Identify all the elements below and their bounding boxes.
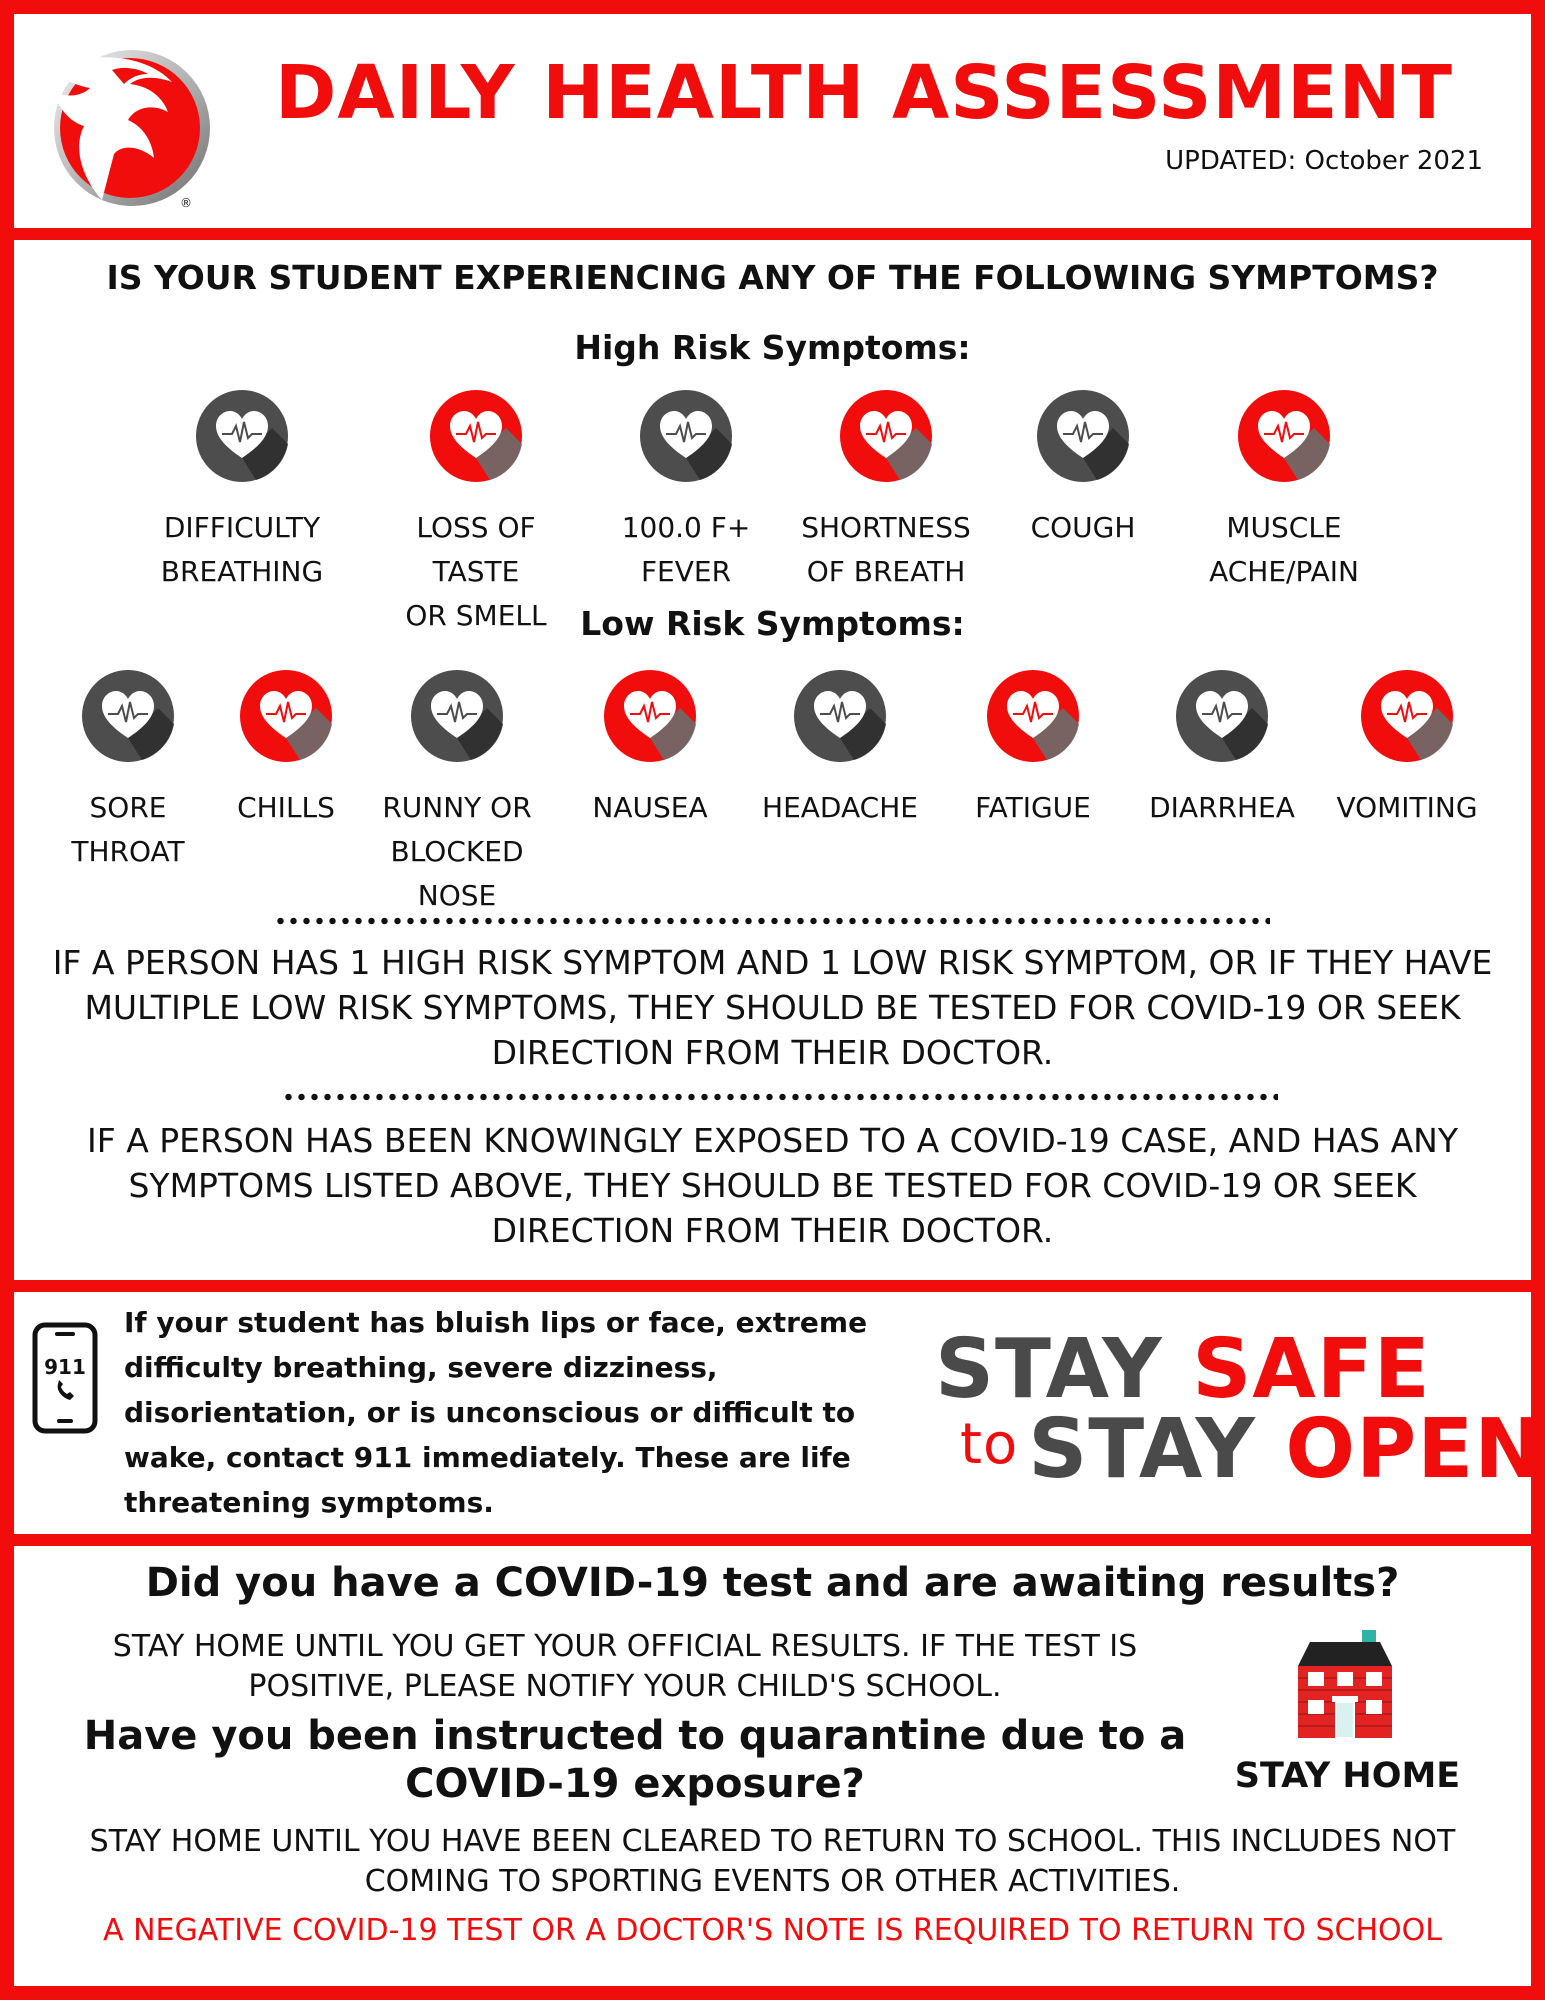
heart-pulse-icon (352, 668, 562, 764)
symptom-label: SHORTNESS OF BREATH (801, 511, 971, 588)
awaiting-results-answer: STAY HOME UNTIL YOU GET YOUR OFFICIAL RESULTS. IF THE TEST IS POSITIVE, PLEASE NOTIFY YOUR CHILD'S SCHOOL. (112, 1629, 1138, 1704)
phone-911-icon (32, 1322, 98, 1434)
symptom-label: DIFFICULTY BREATHING (160, 511, 324, 588)
heart-pulse-icon (1117, 668, 1327, 764)
heart-pulse-icon (545, 668, 755, 764)
slogan-line-2 (960, 1402, 1544, 1497)
heart-pulse-icon (581, 388, 791, 484)
testing-rule-1: IF A PERSON HAS 1 HIGH RISK SYMPTOM AND 1 LOW RISK SYMPTOM, OR IF THEY HAVE MULTIPLE LOW RISK SYMPTOMS, THEY SHOULD BE TESTED FOR COVID-19 OR SEEK DIRECTION FROM THEIR DOCTOR. (52, 943, 1493, 1072)
symptom-label: HEADACHE (762, 791, 918, 824)
divider (0, 1280, 1545, 1292)
symptom-item (352, 668, 562, 918)
symptom-item (545, 668, 755, 830)
heart-pulse-icon (371, 388, 581, 484)
heart-pulse-icon (781, 388, 991, 484)
updated-date: UPDATED: October 2021 (1165, 146, 1483, 176)
return-requirement: A NEGATIVE COVID-19 TEST OR A DOCTOR'S NOTE IS REQUIRED TO RETURN TO SCHOOL (103, 1913, 1442, 1948)
symptom-label: SORE THROAT (71, 791, 185, 868)
symptom-item (928, 668, 1138, 830)
slogan-to: to (960, 1412, 1019, 1477)
symptom-item (1117, 668, 1327, 830)
symptom-label: CHILLS (237, 791, 335, 824)
heart-pulse-icon (928, 668, 1138, 764)
low-risk-heading: Low Risk Symptoms: (580, 604, 965, 643)
symptom-item (581, 388, 791, 594)
dotted-divider (274, 916, 1270, 926)
symptom-item (371, 388, 581, 638)
heart-pulse-icon (1179, 388, 1389, 484)
symptom-label: DIARRHEA (1149, 791, 1295, 824)
heart-pulse-icon (137, 388, 347, 484)
emergency-warning: If your student has bluish lips or face, extreme difficulty breathing, severe dizziness, disorientation, or is unconscious or difficult to wake, contact 911 immediately. These are life threatening symptoms. (124, 1306, 868, 1519)
stay-home-label: STAY HOME (1234, 1756, 1461, 1796)
awaiting-results-question: Did you have a COVID-19 test and are awaiting results? (145, 1560, 1400, 1606)
phone-911-label: 911 (44, 1355, 86, 1379)
symptoms-question: IS YOUR STUDENT EXPERIENCING ANY OF THE FOLLOWING SYMPTOMS? (106, 258, 1439, 297)
testing-rule-2: IF A PERSON HAS BEEN KNOWINGLY EXPOSED TO A COVID-19 CASE, AND HAS ANY SYMPTOMS LISTED ABOVE, THEY SHOULD BE TESTED FOR COVID-19 OR SEEK DIRECTION FROM THEIR DOCTOR. (86, 1121, 1458, 1250)
divider (0, 1534, 1545, 1546)
registered-mark: ® (180, 196, 192, 210)
divider (0, 228, 1545, 240)
symptom-label: MUSCLE ACHE/PAIN (1209, 511, 1359, 588)
symptom-label: COUGH (1030, 511, 1136, 544)
symptom-label: VOMITING (1336, 791, 1478, 824)
slogan-open: OPEN (1285, 1402, 1544, 1497)
page-title: DAILY HEALTH ASSESSMENT (275, 50, 1453, 136)
symptom-label: 100.0 F+ FEVER (621, 511, 751, 588)
symptom-item (735, 668, 945, 830)
slogan-stay: STAY (1028, 1402, 1256, 1497)
symptom-label: RUNNY OR BLOCKED NOSE (382, 791, 532, 912)
high-risk-heading: High Risk Symptoms: (574, 328, 971, 367)
symptom-item (978, 388, 1188, 550)
heart-pulse-icon (978, 388, 1188, 484)
eagle-logo (44, 30, 214, 210)
quarantine-answer: STAY HOME UNTIL YOU HAVE BEEN CLEARED TO RETURN TO SCHOOL. THIS INCLUDES NOT COMING TO SPORTING EVENTS OR OTHER ACTIVITIES. (89, 1824, 1456, 1899)
symptom-label: LOSS OF TASTE OR SMELL (405, 511, 547, 632)
quarantine-question: Have you been instructed to quarantine due to a COVID-19 exposure? (83, 1713, 1187, 1807)
symptom-label: NAUSEA (592, 791, 708, 824)
slogan-stay: STAY (935, 1322, 1163, 1417)
symptom-label: FATIGUE (975, 791, 1091, 824)
symptom-item (781, 388, 991, 594)
symptom-item (137, 388, 347, 594)
heart-pulse-icon (735, 668, 945, 764)
slogan-safe: SAFE (1192, 1322, 1431, 1417)
dotted-divider (282, 1092, 1278, 1102)
symptom-item (1302, 668, 1512, 830)
heart-pulse-icon (1302, 668, 1512, 764)
symptom-item (1179, 388, 1389, 594)
house-icon (1290, 1628, 1400, 1740)
